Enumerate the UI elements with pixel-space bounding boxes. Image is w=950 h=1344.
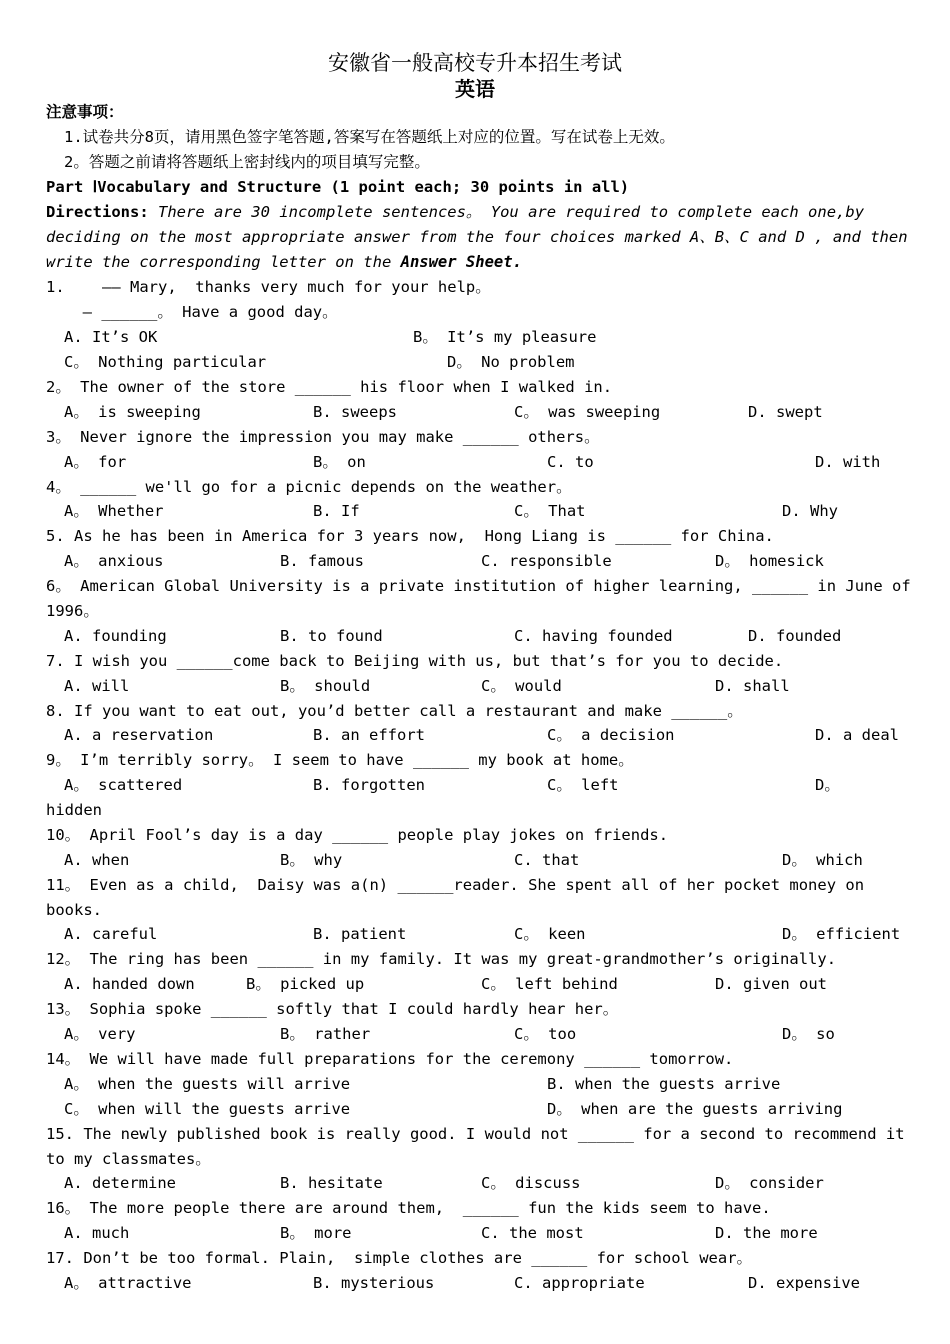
question-stem: — ______。 Have a good day。 <box>64 303 338 321</box>
option-c: C。 was sweeping <box>514 403 661 421</box>
option-b: B. mysterious <box>313 1274 435 1292</box>
option-c: C。 discuss <box>481 1174 581 1192</box>
option-c: C. that <box>514 851 580 869</box>
option-a: A. when <box>64 851 130 869</box>
option-d: D。 when are the guests arriving <box>547 1100 843 1118</box>
option-c: C. appropriate <box>514 1274 645 1292</box>
option-d: D。 No problem <box>447 353 575 371</box>
directions-line <box>46 201 864 223</box>
option-b: B。 It’s my pleasure <box>413 328 597 346</box>
option-b: B. forgotten <box>313 776 425 794</box>
option-b: B。 more <box>280 1224 352 1242</box>
answer-sheet-label: Answer Sheet. <box>400 253 522 271</box>
exam-title: 安徽省一般高校专升本招生考试 <box>328 51 622 75</box>
question-stem: 13。 Sophia spoke ______ softly that I could hardly hear her。 <box>46 1000 619 1018</box>
directions-line: deciding on the most appropriate answer from the four choices marked A、B、C and D , and then <box>46 228 908 246</box>
option-d: D. swept <box>748 403 823 421</box>
option-a: A。 when the guests will arrive <box>64 1075 351 1093</box>
question-stem: 16。 The more people there are around them, ______ fun the kids seem to have. <box>46 1199 771 1217</box>
question-stem: 1. —— Mary, thanks very much for your help。 <box>46 278 491 296</box>
option-d: D. the more <box>715 1224 818 1242</box>
option-a: A。 scattered <box>64 776 183 794</box>
option-d: D。 so <box>782 1025 835 1043</box>
question-stem: books. <box>46 901 102 919</box>
option-a: A。 anxious <box>64 552 164 570</box>
option-d: D. shall <box>715 677 790 695</box>
question-stem: 8. If you want to eat out, you’d better call a restaurant and make ______。 <box>46 702 743 720</box>
question-stem: 15. The newly published book is really good. I would not ______ for a second to recommend it <box>46 1125 905 1143</box>
option-c: C。 left behind <box>481 975 618 993</box>
option-a: A。 very <box>64 1025 136 1043</box>
option-c: C。 That <box>514 502 586 520</box>
option-a: A。 Whether <box>64 502 164 520</box>
question-stem: 14。 We will have made full preparations for the ceremony ______ tomorrow. <box>46 1050 734 1068</box>
option-a: A。 for <box>64 453 127 471</box>
question-stem: 1996。 <box>46 602 99 620</box>
notice-item: 1.试卷共分8页，请用黑色签字笔答题,答案写在答题纸上对应的位置。写在试卷上无效。 <box>64 128 675 146</box>
option-d: D. with <box>815 453 881 471</box>
option-b: B. an effort <box>313 726 425 744</box>
question-stem: 17. Don’t be too formal. Plain, simple clothes are ______ for school wear。 <box>46 1249 753 1267</box>
directions-label: Directions: <box>46 203 149 221</box>
option-b: B. to found <box>280 627 383 645</box>
option-c: C。 would <box>481 677 562 695</box>
option-c: C. responsible <box>481 552 612 570</box>
option-c: C。 when will the guests arrive <box>64 1100 351 1118</box>
option-a: A. will <box>64 677 130 695</box>
option-b: B。 rather <box>280 1025 371 1043</box>
option-a: A. handed down <box>64 975 195 993</box>
option-b: B. famous <box>280 552 364 570</box>
question-stem: 5. As he has been in America for 3 years now, Hong Liang is ______ for China. <box>46 527 774 545</box>
option-b: B. hesitate <box>280 1174 383 1192</box>
option-b: B。 why <box>280 851 343 869</box>
option-a: A. It’s OK <box>64 328 158 346</box>
option-c: C. to <box>547 453 594 471</box>
notice-item: 2。答题之前请将答题纸上密封线内的项目填写完整。 <box>64 153 430 171</box>
option-c: C。 left <box>547 776 619 794</box>
option-a: A。 attractive <box>64 1274 192 1292</box>
question-stem: 6。 American Global University is a private institution of higher learning, ______ in June of <box>46 577 911 595</box>
option-a: A. founding <box>64 627 167 645</box>
option-c: C. the most <box>481 1224 584 1242</box>
question-stem: 4。 ______ we'll go for a picnic depends on the weather。 <box>46 478 572 496</box>
option-d: D. founded <box>748 627 842 645</box>
option-a: A。 is sweeping <box>64 403 201 421</box>
option-d: D。 consider <box>715 1174 824 1192</box>
option-d-wrap: hidden <box>46 801 102 819</box>
option-d: D。 efficient <box>782 925 901 943</box>
option-a: A. a reservation <box>64 726 214 744</box>
option-d: D. given out <box>715 975 827 993</box>
option-b: B. when the guests arrive <box>547 1075 781 1093</box>
question-stem: 7. I wish you ______come back to Beijing with us, but that’s for you to decide. <box>46 652 784 670</box>
question-stem: 9。 I’m terribly sorry。 I seem to have ______ my book at home。 <box>46 751 634 769</box>
option-a: A. careful <box>64 925 158 943</box>
option-b: B。 on <box>313 453 366 471</box>
option-a: A. much <box>64 1224 130 1242</box>
question-stem: 11。 Even as a child, Daisy was a(n) ______reader. She spent all of her pocket money on <box>46 876 865 894</box>
option-b: B. sweeps <box>313 403 397 421</box>
directions-line <box>46 251 522 273</box>
option-d: D。 <box>815 776 840 794</box>
question-stem: 3。 Never ignore the impression you may make ______ others。 <box>46 428 600 446</box>
option-b: B。 should <box>280 677 371 695</box>
option-c: C。 Nothing particular <box>64 353 267 371</box>
option-d: D。 which <box>782 851 863 869</box>
option-d: D。 homesick <box>715 552 824 570</box>
option-c: C. having founded <box>514 627 673 645</box>
option-b: B. patient <box>313 925 407 943</box>
option-a: A. determine <box>64 1174 176 1192</box>
option-c: C。 a decision <box>547 726 675 744</box>
option-c: C。 keen <box>514 925 586 943</box>
notice-heading: 注意事项： <box>46 103 124 121</box>
option-c: C。 too <box>514 1025 577 1043</box>
question-stem: 12。 The ring has been ______ in my family. It was my great-grandmother’s originally. <box>46 950 837 968</box>
option-d: D. expensive <box>748 1274 860 1292</box>
option-b: B。 picked up <box>246 975 365 993</box>
question-stem: 10。 April Fool’s day is a day ______ people play jokes on friends. <box>46 826 669 844</box>
part-heading: Part ⅠVocabulary and Structure (1 point each; 30 points in all) <box>46 178 630 196</box>
exam-subject: 英语 <box>455 77 495 101</box>
option-d: D. Why <box>782 502 838 520</box>
option-d: D. a deal <box>815 726 899 744</box>
directions-text: There are 30 incomplete sentences。 You are required to complete each one,by <box>148 203 865 221</box>
directions-text: write the corresponding letter on the <box>46 253 401 271</box>
question-stem: 2。 The owner of the store ______ his floor when I walked in. <box>46 378 613 396</box>
question-stem: to my classmates。 <box>46 1150 211 1168</box>
option-b: B. If <box>313 502 360 520</box>
